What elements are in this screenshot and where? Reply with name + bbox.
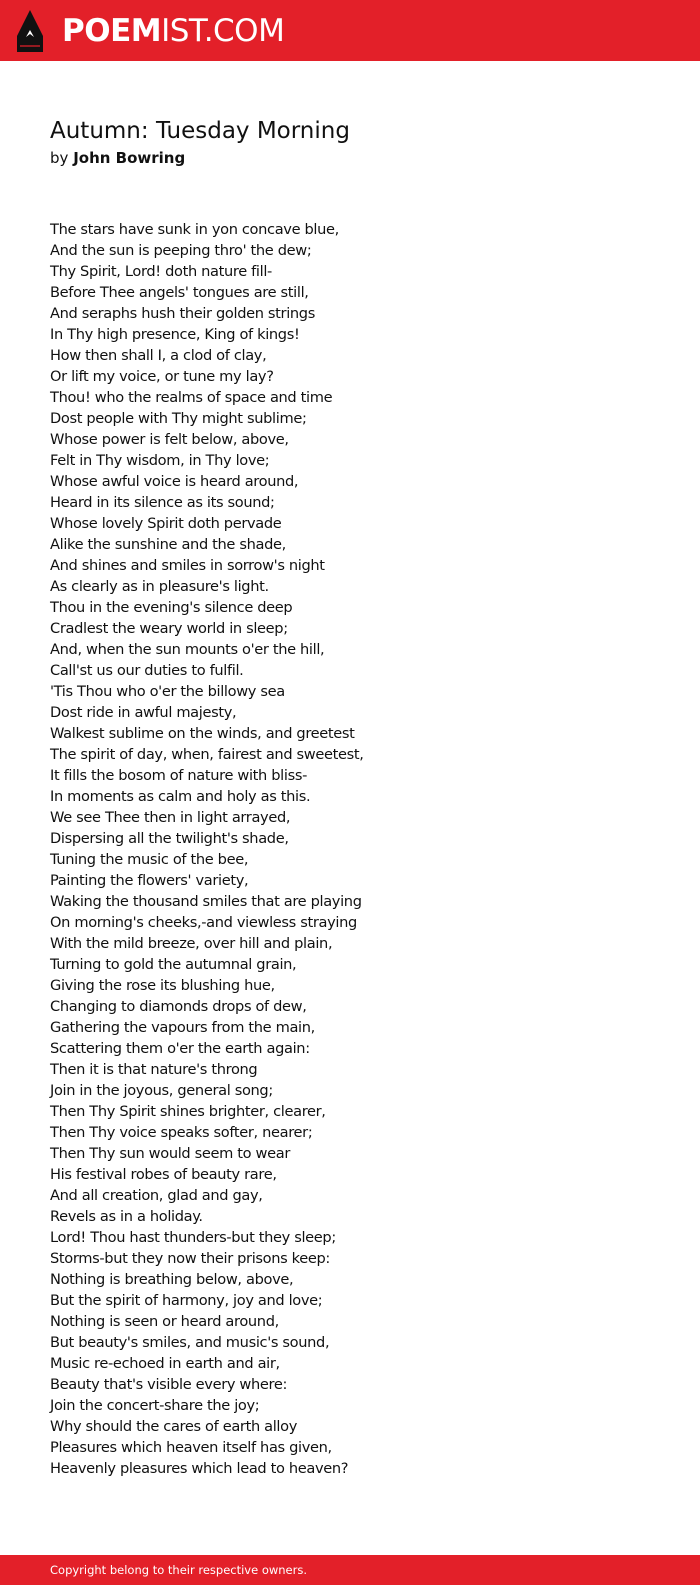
poem-line: Join in the joyous, general song; [50,1082,273,1099]
poem-line: Thou in the evening's silence deep [50,599,293,616]
poem-line: Call'st us our duties to fulfil. [50,662,244,679]
poem-line: His festival robes of beauty rare, [50,1166,277,1183]
poem-line: Thou! who the realms of space and time [50,389,333,406]
poem-line: Music re-echoed in earth and air, [50,1355,280,1372]
poem-line: And, when the sun mounts o'er the hill, [50,641,325,658]
poem-line: Revels as in a holiday. [50,1208,203,1225]
poem-byline [50,148,185,168]
poem-line: With the mild breeze, over hill and plain, [50,935,333,952]
pencil-logo-icon[interactable] [17,10,43,52]
poem-line: And seraphs hush their golden strings [50,305,315,322]
poem-line: Thy Spirit, Lord! doth nature fill- [50,263,272,280]
poem-line: The stars have sunk in yon concave blue, [50,221,339,238]
poem-line: Cradlest the weary world in sleep; [50,620,288,637]
author-name: John Bowring [73,149,186,167]
poem-line: Then Thy voice speaks softer, nearer; [50,1124,313,1141]
poem-line: Felt in Thy wisdom, in Thy love; [50,452,270,469]
poem-line: But beauty's smiles, and music's sound, [50,1334,330,1351]
poem-line: As clearly as in pleasure's light. [50,578,269,595]
poem-line: Nothing is seen or heard around, [50,1313,279,1330]
poem-line: Whose awful voice is heard around, [50,473,299,490]
poem-line: Dispersing all the twilight's shade, [50,830,289,847]
poem-line: Walkest sublime on the winds, and greetest [50,725,355,742]
poem-line: It fills the bosom of nature with bliss- [50,767,307,784]
site-brand[interactable] [62,12,284,50]
poem-line: Lord! Thou hast thunders-but they sleep; [50,1229,336,1246]
poem-line: Alike the sunshine and the shade, [50,536,286,553]
site-footer [0,1555,700,1585]
poem-line: On morning's cheeks,-and viewless straying [50,914,357,931]
poem-line: Dost people with Thy might sublime; [50,410,307,427]
poem-line: Scattering them o'er the earth again: [50,1040,310,1057]
poem-line: Giving the rose its blushing hue, [50,977,275,994]
poem-line: And all creation, glad and gay, [50,1187,263,1204]
site-header [0,0,700,61]
poem-line: Whose lovely Spirit doth pervade [50,515,282,532]
poem-line: 'Tis Thou who o'er the billowy sea [50,683,285,700]
poem-body [50,219,650,1479]
poem-line: Heavenly pleasures which lead to heaven? [50,1460,349,1477]
poem-line: Gathering the vapours from the main, [50,1019,315,1036]
poem-line: Changing to diamonds drops of dew, [50,998,307,1015]
poem-line: Then Thy sun would seem to wear [50,1145,290,1162]
poem-line: But the spirit of harmony, joy and love; [50,1292,323,1309]
poem-line: Why should the cares of earth alloy [50,1418,298,1435]
poem-line: In Thy high presence, King of kings! [50,326,300,343]
poem-line: Or lift my voice, or tune my lay? [50,368,274,385]
poem-line: Waking the thousand smiles that are playing [50,893,362,910]
by-label: by [50,149,69,167]
poem-line: Then it is that nature's throng [50,1061,258,1078]
poem-line: And the sun is peeping thro' the dew; [50,242,312,259]
poem-line: The spirit of day, when, fairest and sweetest, [50,746,364,763]
copyright-text: Copyright belong to their respective owners. [50,1563,308,1577]
poem-line: Whose power is felt below, above, [50,431,289,448]
poem-line: Nothing is breathing below, above, [50,1271,294,1288]
poem-line: In moments as calm and holy as this. [50,788,311,805]
poem-line: Beauty that's visible every where: [50,1376,288,1393]
poem-line: Pleasures which heaven itself has given, [50,1439,332,1456]
poem-line: Then Thy Spirit shines brighter, clearer, [50,1103,326,1120]
poem-line: Turning to gold the autumnal grain, [50,956,297,973]
poem-line: Tuning the music of the bee, [50,851,249,868]
poem-line: Heard in its silence as its sound; [50,494,275,511]
poem-line: And shines and smiles in sorrow's night [50,557,325,574]
poem-line: Storms-but they now their prisons keep: [50,1250,330,1267]
poem-line: Dost ride in awful majesty, [50,704,237,721]
poem-line: We see Thee then in light arrayed, [50,809,291,826]
brand-bold-text: POEM [62,13,162,49]
poem-line: How then shall I, a clod of clay, [50,347,267,364]
poem-title: Autumn: Tuesday Morning [50,118,350,144]
poem-line: Join the concert-share the joy; [50,1397,260,1414]
brand-light-text: IST.COM [161,13,285,49]
poem-line: Painting the flowers' variety, [50,872,249,889]
poem-line: Before Thee angels' tongues are still, [50,284,309,301]
